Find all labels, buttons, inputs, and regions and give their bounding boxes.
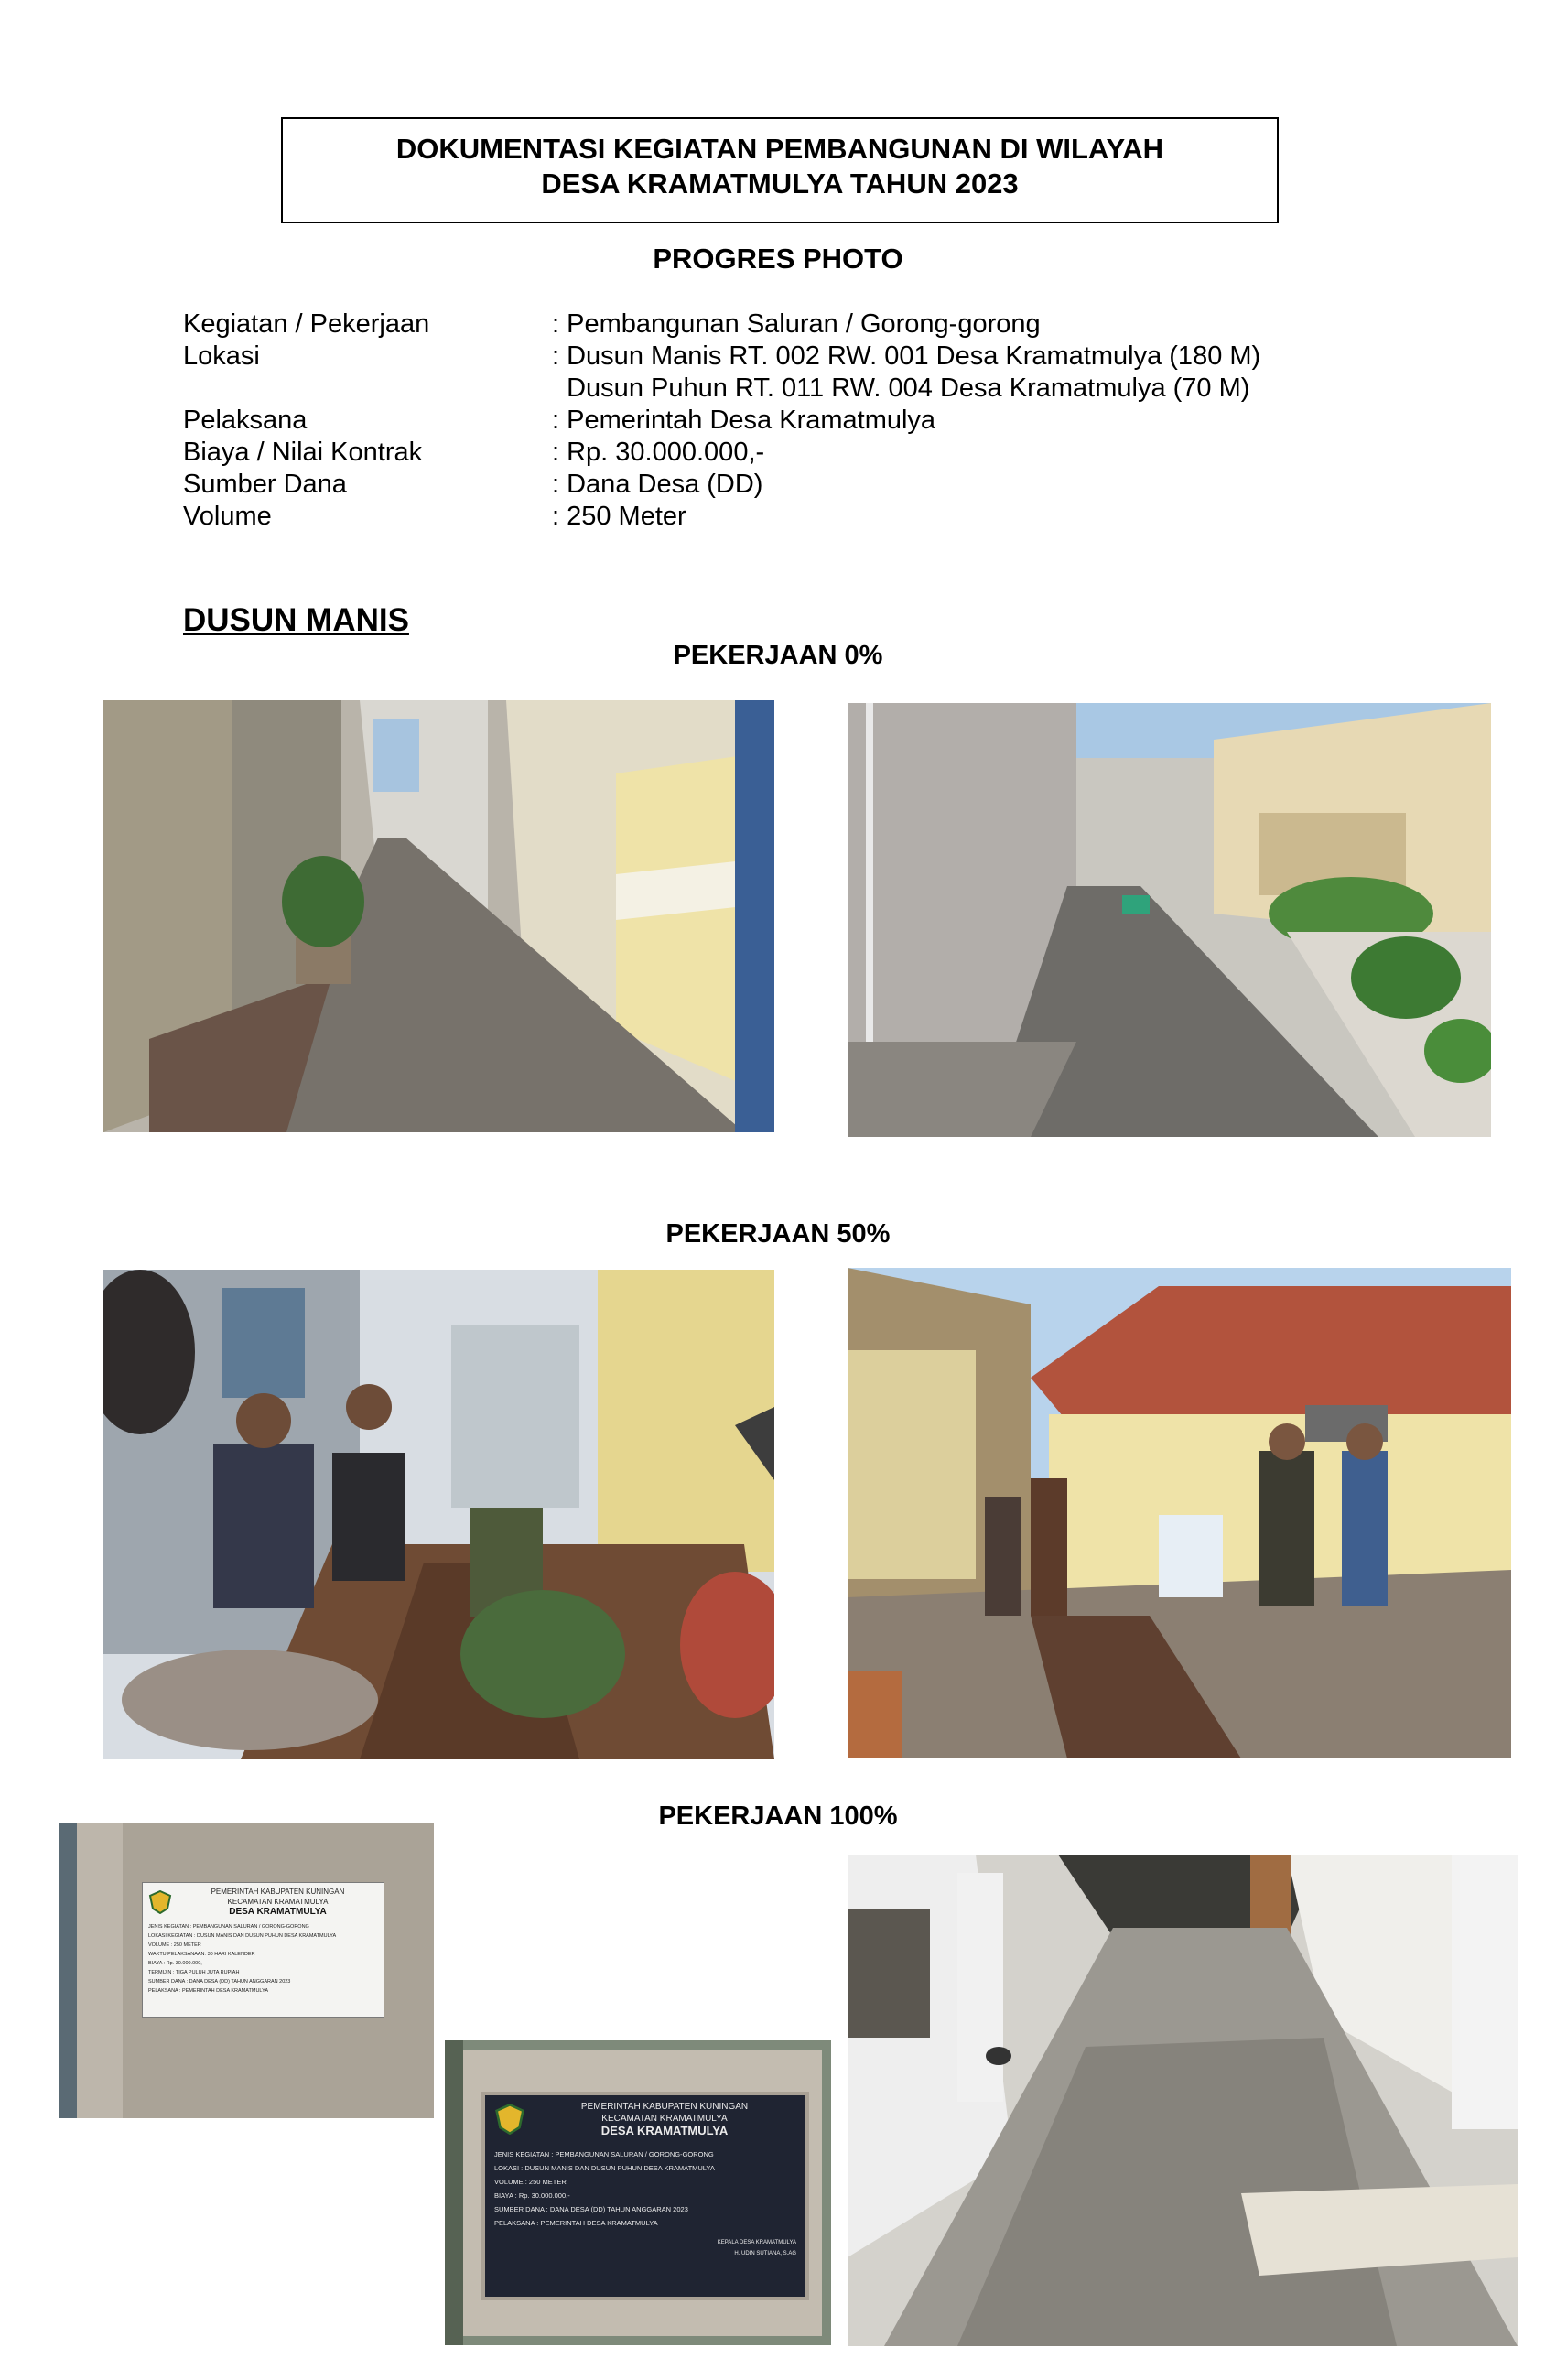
signboard-small-row: LOKASI KEGIATAN : DUSUN MANIS DAN DUSUN PUHUN DESA KRAMATMULYA: [148, 1933, 337, 1939]
progress-photo-subtitle: PROGRES PHOTO: [653, 243, 903, 275]
info-label: Pelaksana: [183, 406, 308, 435]
signboard-small-header: [148, 1887, 378, 1917]
info-value: : Dusun Manis RT. 002 RW. 001 Desa Kramatmulya (180 M): [552, 341, 1261, 371]
info-value: Dusun Puhun RT. 011 RW. 004 Desa Kramatmulya (70 M): [552, 373, 1250, 403]
signboard-large-footer: [494, 2237, 796, 2259]
signboard-small-row: BIAYA : Rp. 30.000.000,-: [148, 1961, 204, 1966]
info-row: [183, 501, 1260, 533]
info-row: [183, 405, 1260, 437]
document-title-box: [281, 117, 1279, 223]
info-label: Sumber Dana: [183, 470, 347, 499]
info-label: Volume: [183, 502, 272, 531]
document-title-line-2: DESA KRAMATMULYA TAHUN 2023: [541, 168, 1019, 200]
photo-workers-digging-2: [848, 1268, 1511, 1758]
photo-alley-before-2: [848, 703, 1491, 1137]
info-value: : Rp. 30.000.000,-: [552, 438, 765, 467]
regency-emblem-icon: [494, 2104, 525, 2135]
stage-label-50: PEKERJAAN 50%: [665, 1219, 891, 1249]
signboard-small-header-1: PEMERINTAH KABUPATEN KUNINGAN: [211, 1888, 345, 1896]
info-label: [183, 373, 552, 405]
signboard-large-header-3: DESA KRAMATMULYA: [600, 2124, 729, 2137]
section-heading-dusun-manis: DUSUN MANIS: [183, 602, 409, 638]
info-row: [183, 373, 1260, 405]
signboard-large-header-1: PEMERINTAH KABUPATEN KUNINGAN: [580, 2102, 749, 2112]
signboard-large-details: [494, 2147, 796, 2230]
signboard-small-row: JENIS KEGIATAN : PEMBANGUNAN SALURAN / GORONG-GORONG: [148, 1924, 309, 1930]
signboard-small-row: WAKTU PELAKSANAAN: 30 HARI KALENDER: [148, 1952, 255, 1957]
signboard-large-signer-name: H. UDIN SUTIANA, S.AG: [734, 2251, 796, 2256]
signboard-large: [481, 2092, 809, 2300]
signboard-small-header-2: KECAMATAN KRAMATMULYA: [227, 1898, 329, 1906]
signboard-small-row: TERMIJIN : TIGA PULUH JUTA RUPIAH: [148, 1970, 240, 1975]
info-value: : 250 Meter: [552, 502, 686, 531]
signboard-large-signer-title: KEPALA DESA KRAMATMULYA: [717, 2240, 796, 2245]
signboard-large-row: BIAYA : Rp. 30.000.000,-: [494, 2191, 570, 2200]
signboard-large-row: PELAKSANA : PEMERINTAH DESA KRAMATMULYA: [494, 2219, 658, 2227]
photo-alley-finished: [848, 1855, 1518, 2346]
signboard-large-header-2: KECAMATAN KRAMATMULYA: [601, 2114, 728, 2124]
info-row: [183, 469, 1260, 501]
info-row: [183, 341, 1260, 373]
signboard-large-row: VOLUME : 250 METER: [494, 2178, 567, 2186]
signboard-small-details: [148, 1922, 378, 1996]
info-label: Biaya / Nilai Kontrak: [183, 438, 423, 467]
signboard-small: [142, 1882, 384, 2018]
info-label: Kegiatan / Pekerjaan: [183, 309, 430, 339]
photo-workers-digging-1: [103, 1270, 774, 1759]
stage-label-100: PEKERJAAN 100%: [658, 1801, 898, 1831]
photo-alley-before-1: [103, 700, 774, 1132]
signboard-small-header-3: DESA KRAMATMULYA: [229, 1907, 327, 1917]
signboard-large-header: [494, 2101, 796, 2137]
info-row: [183, 308, 1260, 341]
info-value: : Pemerintah Desa Kramatmulya: [552, 406, 936, 435]
signboard-large-row: SUMBER DANA : DANA DESA (DD) TAHUN ANGGARAN 2023: [494, 2205, 688, 2213]
signboard-small-row: VOLUME : 250 METER: [148, 1942, 201, 1948]
signboard-large-row: JENIS KEGIATAN : PEMBANGUNAN SALURAN / GORONG-GORONG: [494, 2150, 714, 2158]
info-label: Lokasi: [183, 341, 260, 371]
stage-label-0: PEKERJAAN 0%: [673, 641, 883, 670]
info-value: : Dana Desa (DD): [552, 470, 763, 499]
info-value: : Pembangunan Saluran / Gorong-gorong: [552, 309, 1041, 339]
signboard-small-row: SUMBER DANA : DANA DESA (DD) TAHUN ANGGARAN 2023: [148, 1979, 291, 1985]
regency-emblem-icon: [148, 1890, 172, 1914]
project-info: [183, 308, 1260, 533]
info-row: [183, 437, 1260, 469]
signboard-large-row: LOKASI : DUSUN MANIS DAN DUSUN PUHUN DESA KRAMATMULYA: [494, 2164, 715, 2172]
signboard-small-row: PELAKSANA : PEMERINTAH DESA KRAMATMULYA: [148, 1988, 269, 1994]
document-title-line-1: DOKUMENTASI KEGIATAN PEMBANGUNAN DI WILAYAH: [395, 133, 1164, 165]
